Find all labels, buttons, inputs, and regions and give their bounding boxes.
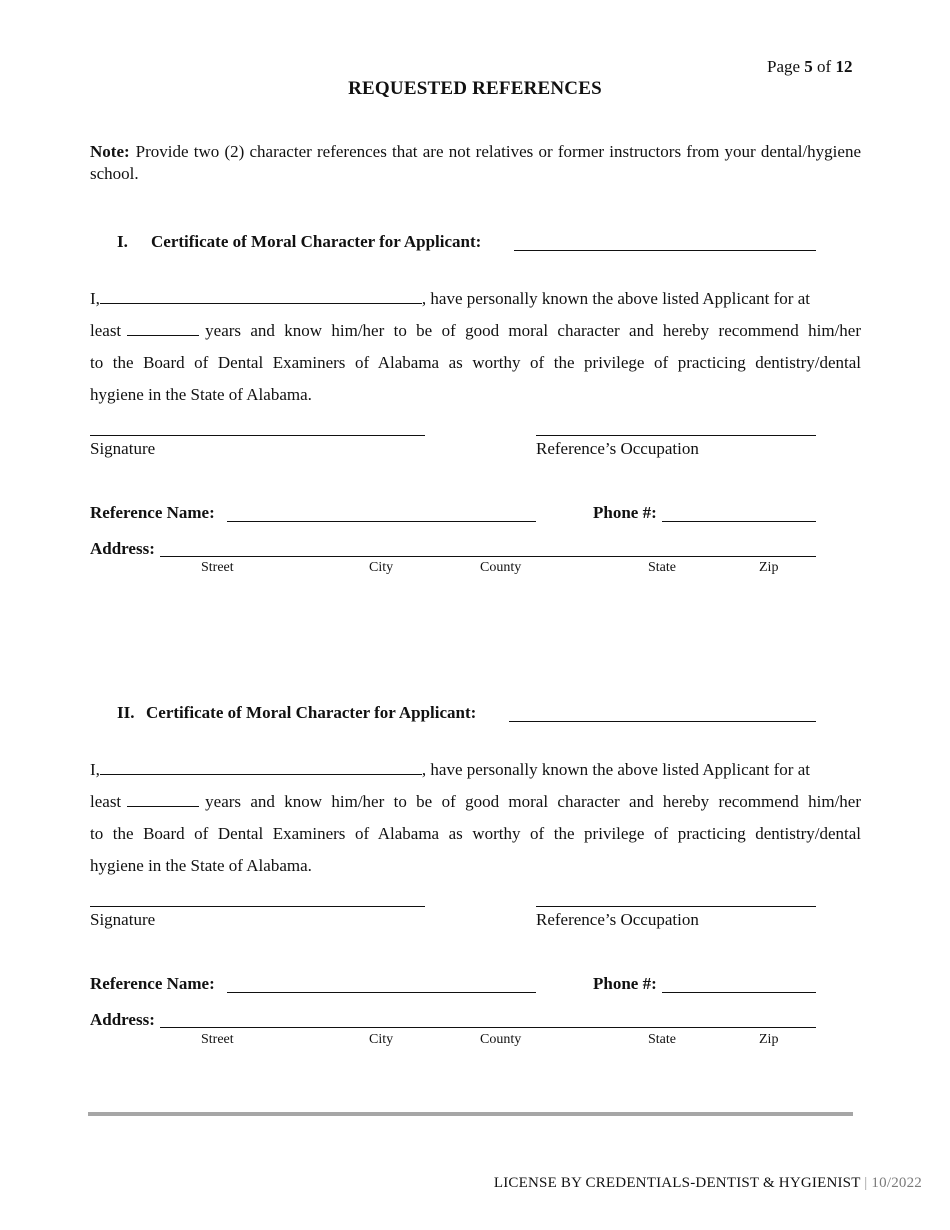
page-current: 5 <box>804 57 813 76</box>
address-label-1: Address: <box>90 539 155 558</box>
p2-start: least <box>90 792 122 811</box>
occupation-label-1: Reference’s Occupation <box>536 439 699 458</box>
occupation-line-2[interactable] <box>536 906 816 907</box>
address-street-caption: Street <box>201 1032 234 1047</box>
section-2-paragraph-line-3: to the Board of Dental Examiners of Alabama as worthy of the privilege of practicing dentistry/dental <box>90 824 861 843</box>
section-2-paragraph-line-4: hygiene in the State of Alabama. <box>90 856 312 875</box>
page-number <box>767 57 852 77</box>
phone-field-1[interactable] <box>662 521 816 522</box>
section-1-paragraph-line-4: hygiene in the State of Alabama. <box>90 385 312 404</box>
p1-start: I, <box>90 760 100 779</box>
phone-label-2: Phone #: <box>593 974 657 993</box>
p1-start: I, <box>90 289 100 308</box>
reference-name-field-1[interactable] <box>227 521 536 522</box>
section-1-numeral: I. <box>117 232 128 251</box>
address-field-2[interactable] <box>160 1027 816 1028</box>
signature-label-1: Signature <box>90 439 156 458</box>
applicant-name-field-1[interactable] <box>514 250 816 251</box>
page-title: REQUESTED REFERENCES <box>348 78 602 99</box>
p2-start: least <box>90 321 122 340</box>
years-known-field-1[interactable] <box>127 321 199 336</box>
footer <box>494 1175 922 1192</box>
footer-separator: | <box>864 1175 868 1191</box>
note-text: Provide two (2) character references that are not relatives or former instructors from your dental/hygiene school. <box>90 142 861 183</box>
address-city-caption: City <box>369 1032 394 1047</box>
section-1-paragraph-line-3: to the Board of Dental Examiners of Alabama as worthy of the privilege of practicing dentistry/dental <box>90 353 861 372</box>
footer-date: 10/2022 <box>871 1175 922 1191</box>
address-zip-caption: Zip <box>759 560 779 575</box>
section-2-numeral: II. <box>117 703 135 722</box>
signature-line-2[interactable] <box>90 906 425 907</box>
p2-end: years and know him/her to be of good moral character and hereby recommend him/her <box>205 792 861 811</box>
address-street-caption: Street <box>201 560 234 575</box>
footer-text: LICENSE BY CREDENTIALS-DENTIST & HYGIENIST <box>493 1175 861 1191</box>
address-zip-caption: Zip <box>759 1032 779 1047</box>
note-paragraph <box>90 141 861 185</box>
occupation-line-1[interactable] <box>536 435 816 436</box>
p1-end: , have personally known the above listed Applicant for at <box>421 760 810 779</box>
p2-end: years and know him/her to be of good moral character and hereby recommend him/her <box>205 321 861 340</box>
page-total: 12 <box>835 57 853 76</box>
phone-field-2[interactable] <box>662 992 816 993</box>
section-1-paragraph-line-2 <box>90 321 861 341</box>
signature-line-1[interactable] <box>90 435 425 436</box>
note-label: Note: <box>90 142 130 161</box>
footer-divider <box>88 1112 853 1116</box>
section-1-paragraph-line-1 <box>90 289 861 309</box>
address-county-caption: County <box>480 1032 522 1047</box>
section-2-paragraph-line-2 <box>90 792 861 812</box>
phone-label-1: Phone #: <box>593 503 657 522</box>
reference-name-label-1: Reference Name: <box>90 503 215 522</box>
section-2-heading: Certificate of Moral Character for Applicant: <box>146 703 477 722</box>
reference-name-label-2: Reference Name: <box>90 974 215 993</box>
signature-label-2: Signature <box>90 910 156 929</box>
page-word: Page <box>767 57 801 76</box>
address-state-caption: State <box>648 560 676 575</box>
p1-end: , have personally known the above listed Applicant for at <box>421 289 810 308</box>
address-county-caption: County <box>480 560 522 575</box>
reference-full-name-field-1[interactable] <box>100 289 422 304</box>
address-state-caption: State <box>648 1032 676 1047</box>
address-city-caption: City <box>369 560 394 575</box>
section-1-heading: Certificate of Moral Character for Applicant: <box>151 232 482 251</box>
address-label-2: Address: <box>90 1010 155 1029</box>
years-known-field-2[interactable] <box>127 792 199 807</box>
applicant-name-field-2[interactable] <box>509 721 816 722</box>
reference-name-field-2[interactable] <box>227 992 536 993</box>
occupation-label-2: Reference’s Occupation <box>536 910 699 929</box>
section-2-paragraph-line-1 <box>90 760 861 780</box>
reference-full-name-field-2[interactable] <box>100 760 422 775</box>
page-of: of <box>817 57 832 76</box>
address-field-1[interactable] <box>160 556 816 557</box>
